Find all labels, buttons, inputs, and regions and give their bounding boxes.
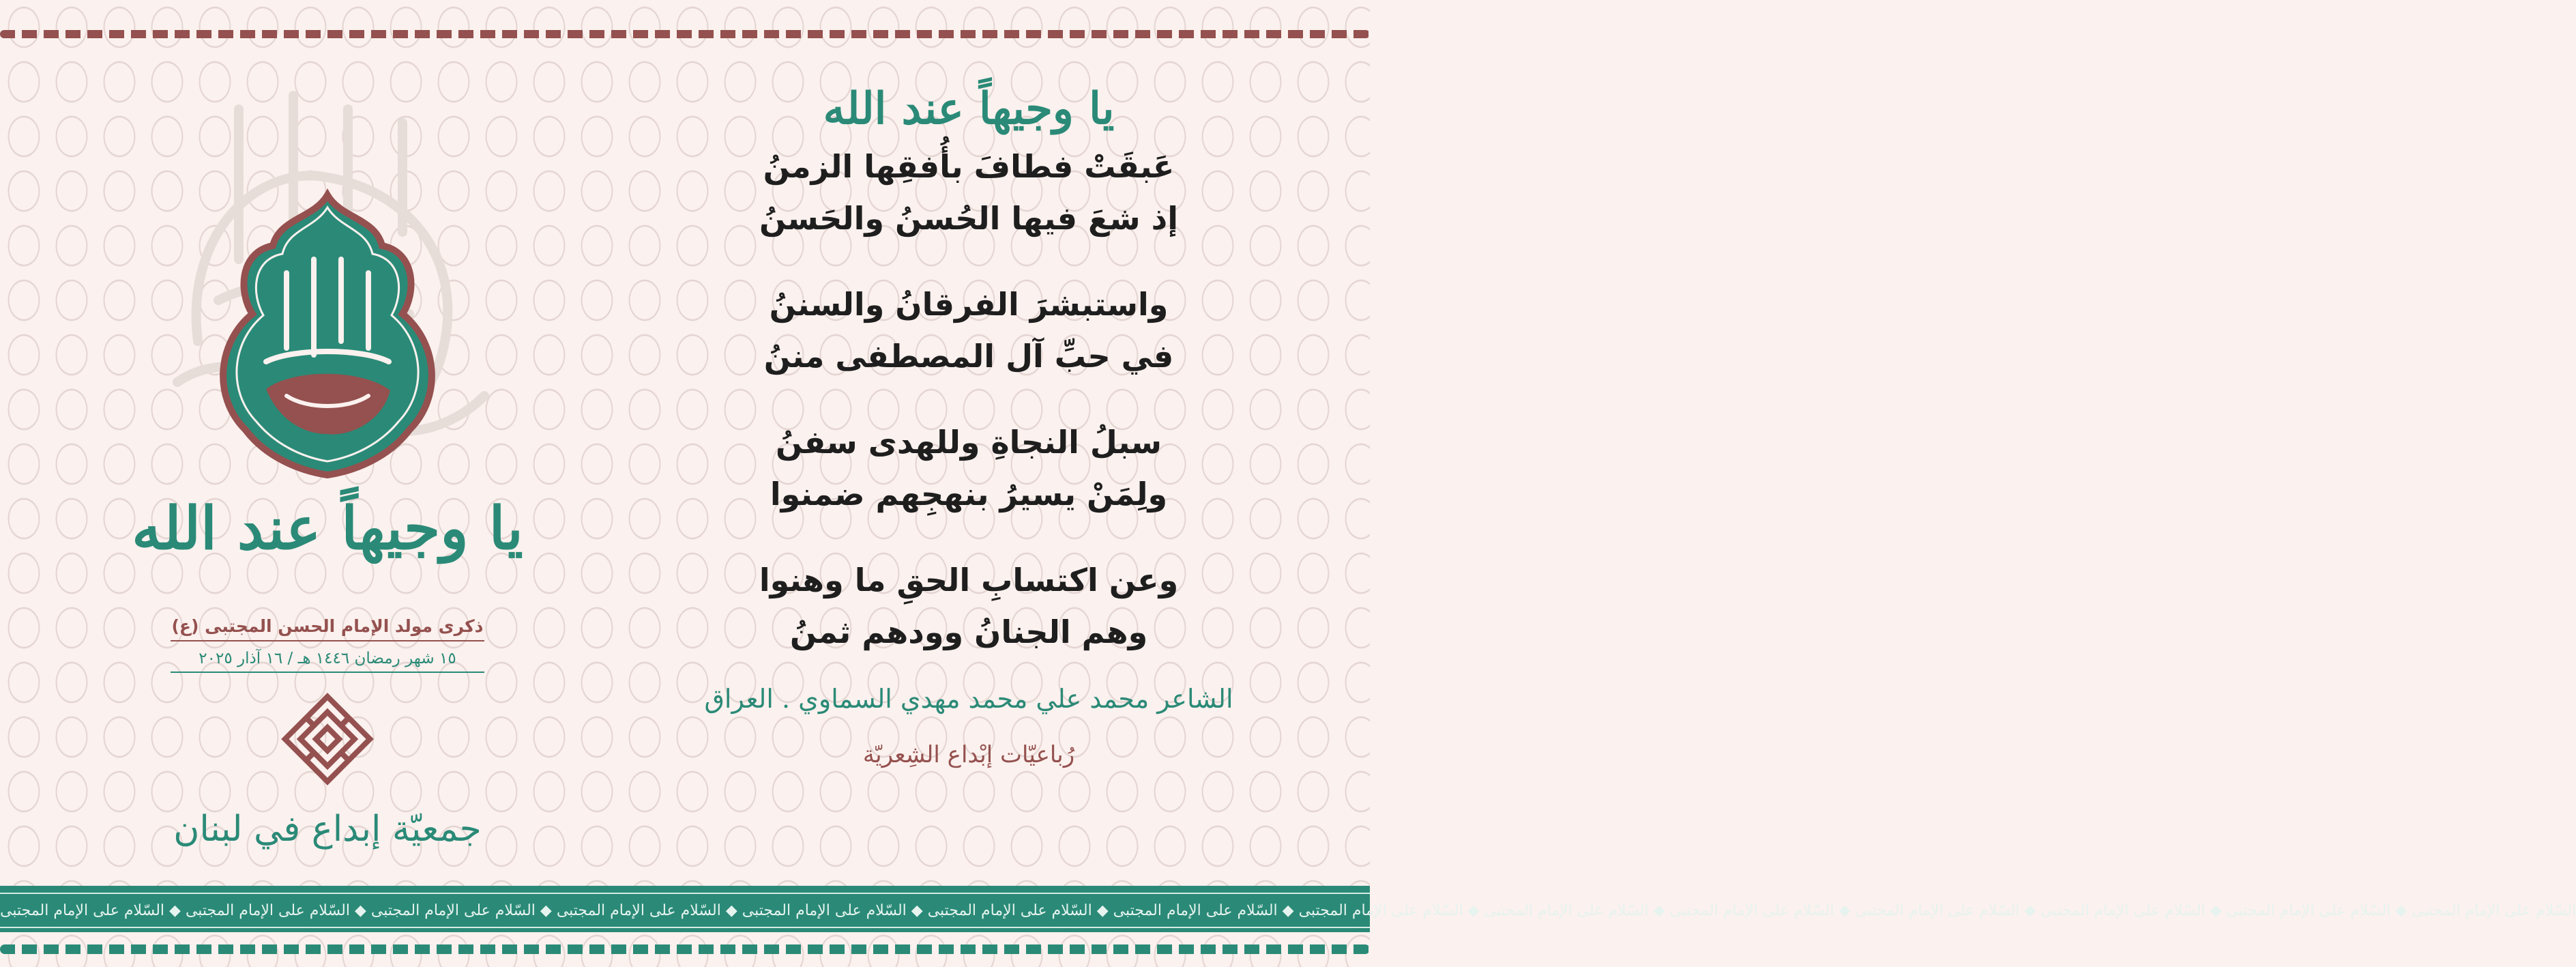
left-title-calligraphy: يا وجيهاً عند الله [132,494,523,563]
left-panel [123,27,532,874]
verse-line: إذ شعَ فيها الحُسنُ والحَسنُ [759,200,1178,237]
stanza [696,554,1242,658]
stanza [696,141,1242,244]
verse-line: عَبقَتْ فطافَ بأُفقِها الزمنُ [763,148,1175,185]
verse-line: وهم الجنانُ وودهم ثمنُ [789,614,1148,650]
square-kufic-icon [281,693,374,785]
stanza [696,416,1242,520]
band-inner [0,893,2576,928]
calligraphy-emblem-icon [211,191,443,478]
verse-line: وعن اكتسابِ الحقِ ما وهنوا [759,562,1179,598]
occasion-text: ذكرى مولد الإمام الحسن المجتبى (ع) [171,613,484,641]
poem-header: يا وجيهاً عند الله [823,83,1115,134]
verse-line: سبلُ النجاةِ وللهدى سفنُ [776,424,1162,461]
poem-panel [696,82,1242,775]
organization-logo-text: جمعيّة إبداع في لبنان [173,809,482,850]
stanza [696,278,1242,382]
bottom-calligraphy-band [0,886,2576,932]
series-title: رُباعيّات إبْداع الشِعريّة [862,741,1075,768]
band-repeated-text: السّلام على الإمام المجتبى ◆ السّلام على الإمام المجتبى ◆ السّلام على الإمام المجتبى ◆ السّلام على الإمام المجتبى ◆ السّلام على الإمام المجتبى ◆ السّلام على الإمام المجتبى ◆ السّلام على الإمام المجتبى ◆ السّلام على الإمام المجتبى ◆ السّلام على الإمام المجتبى ◆ السّلام على الإمام المجتبى ◆ السّلام على الإمام المجتبى ◆ السّلام على الإمام المجتبى ◆ السّلام على الإمام المجتبى ◆ السّلام على الإمام المجتبى [0,901,2576,919]
verse-line: ولِمَنْ يسيرُ بنهجِهم ضمنوا [770,476,1168,513]
bottom-dashed-border [0,944,1370,954]
verse-line: في حبِّ آل المصطفى مننُ [763,338,1174,375]
verse-line: واستبشرَ الفرقانُ والسننُ [769,286,1169,323]
date-text: ١٥ شهر رمضان ١٤٤٦ هـ / ١٦ آذار ٢٠٢٥ [171,646,484,673]
poet-credit: الشاعر محمد علي محمد مهدي السماوي . العراق [704,684,1233,714]
